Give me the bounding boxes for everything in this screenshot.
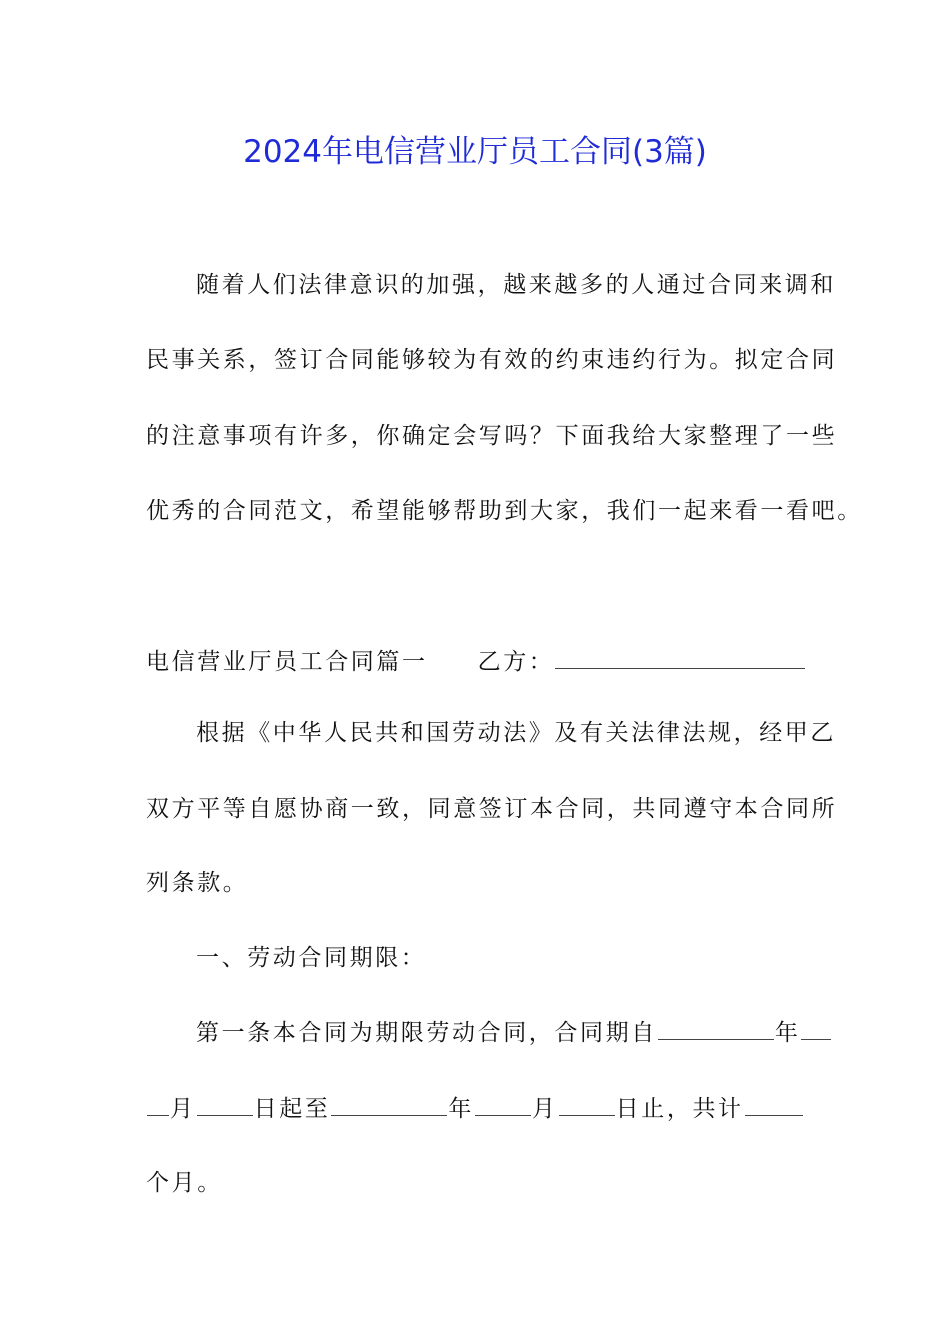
article-one-line-1 — [196, 1016, 832, 1050]
start-year-blank — [658, 1017, 774, 1040]
basis-line: 双方平等自愿协商一致，同意签订本合同，共同遵守本合同所 — [146, 796, 838, 822]
intro-line: 优秀的合同范文，希望能够帮助到大家，我们一起来看一看吧。 — [146, 498, 863, 524]
start-month-blank-cont — [147, 1093, 169, 1116]
months-total-blank — [745, 1093, 803, 1116]
end-day-blank — [559, 1093, 615, 1116]
intro-line: 的注意事项有许多，你确定会写吗？下面我给大家整理了一些 — [146, 423, 838, 449]
section-heading: 电信营业厅员工合同篇一 — [146, 649, 428, 675]
day-to-label: 日止，共计 — [615, 1096, 744, 1122]
end-year-blank — [331, 1093, 447, 1116]
year-label: 年 — [774, 1020, 801, 1046]
day-from-label: 日起至 — [253, 1096, 331, 1122]
article-one-line-2 — [146, 1092, 804, 1126]
basis-line: 根据《中华人民共和国劳动法》及有关法律法规，经甲乙 — [196, 720, 836, 746]
start-day-blank — [197, 1093, 253, 1116]
article-one-line-3: 个月。 — [146, 1170, 223, 1196]
party-b-blank — [555, 646, 805, 669]
term-heading: 一、劳动合同期限： — [196, 945, 427, 971]
start-month-blank — [801, 1017, 831, 1040]
party-b-label: 乙方： — [477, 649, 555, 675]
intro-line: 民事关系，签订合同能够较为有效的约束违约行为。拟定合同 — [146, 347, 838, 373]
basis-line: 列条款。 — [146, 870, 249, 896]
intro-line: 随着人们法律意识的加强，越来越多的人通过合同来调和 — [196, 272, 836, 298]
month-label: 月 — [532, 1096, 558, 1122]
section-heading-row — [146, 645, 806, 679]
article-one-prefix: 第一条本合同为期限劳动合同，合同期自 — [196, 1020, 657, 1046]
document-title: 2024年电信营业厅员工合同(3篇) — [243, 134, 707, 170]
month-label: 月 — [170, 1096, 196, 1122]
end-month-blank — [475, 1093, 531, 1116]
year-label: 年 — [448, 1096, 475, 1122]
